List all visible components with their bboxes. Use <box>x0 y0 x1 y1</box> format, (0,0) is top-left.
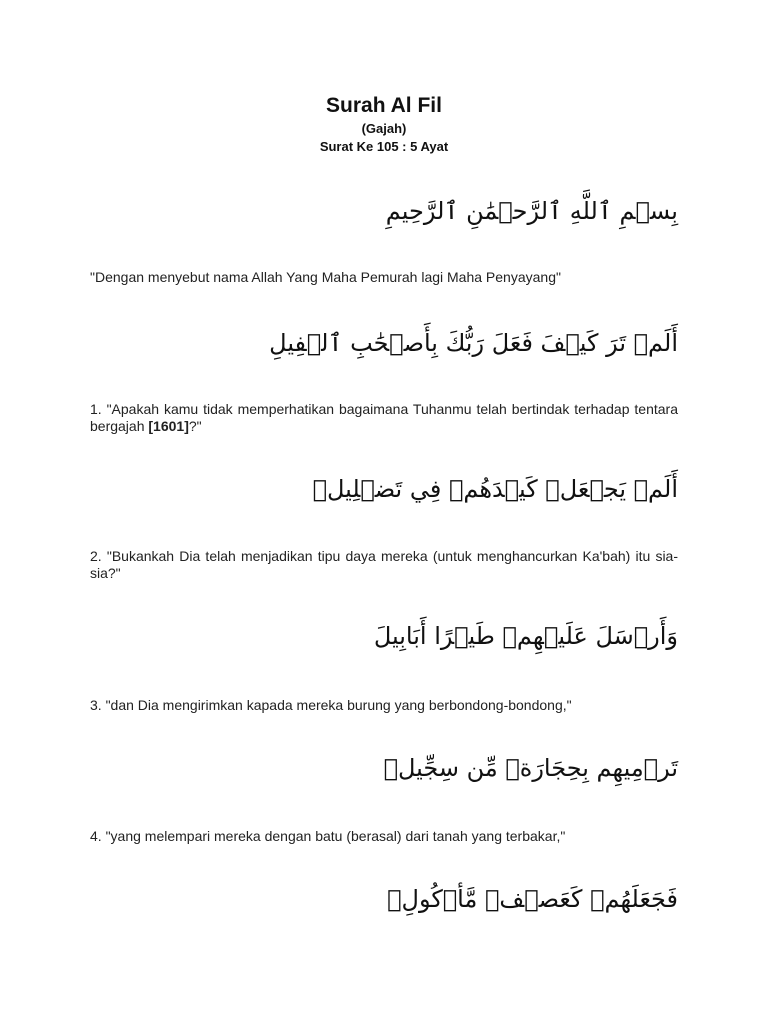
footnote-ref[interactable]: [1601] <box>148 418 189 434</box>
ayah-1-translation-end: ?" <box>188 418 202 434</box>
ayah-2-arabic: أَلَمۡ يَجۡعَلۡ كَيۡدَهُمۡ فِي تَضۡلِيلٖ <box>312 475 678 503</box>
ayah-5-arabic: فَجَعَلَهُمۡ كَعَصۡفٖ مَّأۡكُولِۭ <box>387 885 678 913</box>
ayah-3-arabic: وَأَرۡسَلَ عَلَيۡهِمۡ طَيۡرًا أَبَابِيلَ <box>373 622 678 650</box>
ayah-2-translation: 2. "Bukankah Dia telah menjadikan tipu daya mereka (untuk menghancurkan Ka'bah) itu sia-sia?" <box>90 548 678 581</box>
ayah-3-translation: 3. "dan Dia mengirimkan kapada mereka burung yang berbondong-bondong," <box>90 697 572 713</box>
surah-meaning: (Gajah) <box>361 121 407 136</box>
ayah-1-arabic: أَلَمۡ تَرَ كَيۡفَ فَعَلَ رَبُّكَ بِأَصۡحَٰبِ ٱلۡفِيلِ <box>269 329 678 357</box>
ayah-1-translation-text: 1. "Apakah kamu tidak memperhatikan bagaimana Tuhanmu telah bertindak terhadap tentara bergajah <box>90 401 678 434</box>
basmalah-translation: "Dengan menyebut nama Allah Yang Maha Pemurah lagi Maha Penyayang" <box>90 269 561 285</box>
surah-info: Surat Ke 105 : 5 Ayat <box>319 139 449 154</box>
ayah-1-translation <box>90 401 678 435</box>
ayah-4-translation: 4. "yang melempari mereka dengan batu (berasal) dari tanah yang terbakar," <box>90 828 566 844</box>
ayah-4-arabic: تَرۡمِيهِم بِحِجَارَةٖ مِّن سِجِّيلٖ <box>383 754 678 782</box>
page-title: Surah Al Fil <box>326 94 442 117</box>
basmalah-arabic: بِسۡمِ ٱللَّهِ ٱلرَّحۡمَٰنِ ٱلرَّحِيمِ <box>385 197 678 225</box>
